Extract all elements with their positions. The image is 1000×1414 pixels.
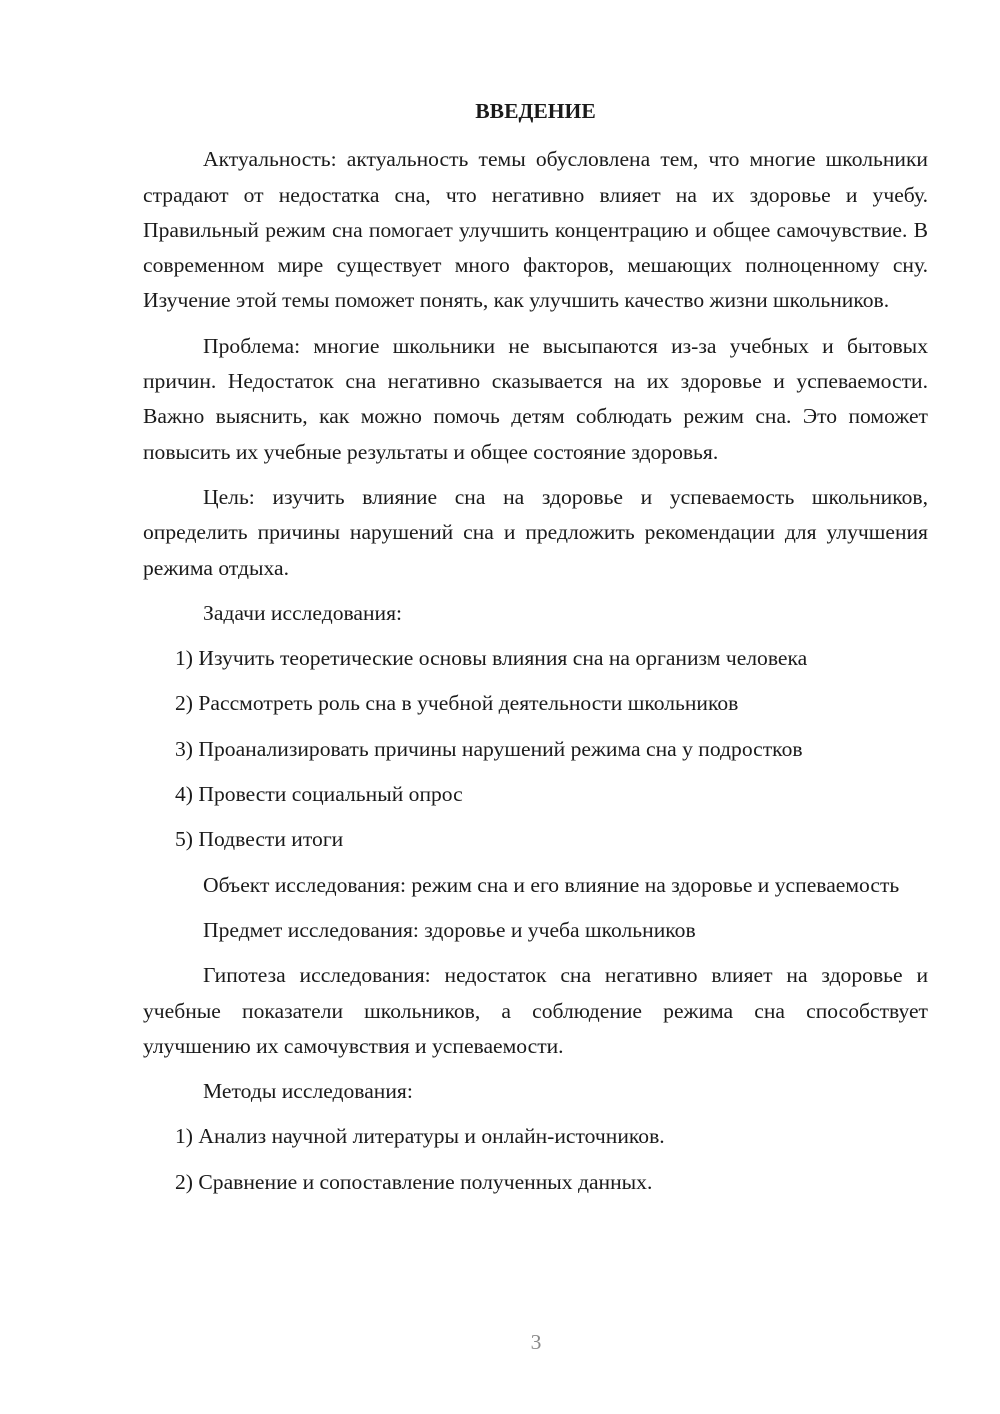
task-item: 1) Изучить теоретические основы влияния сна на организм человека — [175, 646, 808, 671]
subject-paragraph: Предмет исследования: здоровье и учеба школьников — [203, 917, 696, 942]
page-title: ВВЕДЕНИЕ — [475, 99, 596, 123]
method-item: 1) Анализ научной литературы и онлайн-источников. — [175, 1124, 665, 1149]
hypothesis-paragraph: Гипотеза исследования: недостаток сна негативно влияет на здоровье и учебные показатели школьников, а соблюдение режима сна способствует улучшению их самочувствия и успеваемости. — [143, 963, 928, 1058]
object-paragraph: Объект исследования: режим сна и его влияние на здоровье и успеваемость — [203, 872, 900, 897]
document-page — [143, 94, 928, 1210]
task-item: 4) Провести социальный опрос — [175, 782, 463, 807]
relevance-paragraph: Актуальность: актуальность темы обусловлена тем, что многие школьники страдают от недостатка сна, что негативно влияет на их здоровье и учебу. Правильный режим сна помогает улучшить концентрацию и общее самочувствие. В современном мире существует много факторов, мешающих полноценному сну. Изучение этой темы поможет понять, как улучшить качество жизни школьников. — [143, 147, 928, 313]
task-item: 5) Подвести итоги — [175, 827, 344, 852]
task-item: 3) Проанализировать причины нарушений режима сна у подростков — [175, 736, 803, 761]
tasks-label: Задачи исследования: — [203, 600, 403, 625]
task-item: 2) Рассмотреть роль сна в учебной деятельности школьников — [175, 691, 739, 716]
method-item: 2) Сравнение и сопоставление полученных данных. — [175, 1169, 653, 1194]
goal-paragraph: Цель: изучить влияние сна на здоровье и успеваемость школьников, определить причины нарушений сна и предложить рекомендации для улучшения режима отдыха. — [143, 484, 928, 580]
page-number: 3 — [530, 1330, 542, 1354]
methods-label: Методы исследования: — [203, 1079, 413, 1104]
methods-list — [143, 1119, 928, 1200]
tasks-list — [143, 641, 928, 857]
problem-paragraph: Проблема: многие школьники не высыпаются из-за учебных и бытовых причин. Недостаток сна негативно сказывается на их здоровье и успеваемости. Важно выяснить, как можно помочь детям соблюдать режим сна. Это поможет повысить их учебные результаты и общее состояние здоровья. — [143, 333, 928, 464]
